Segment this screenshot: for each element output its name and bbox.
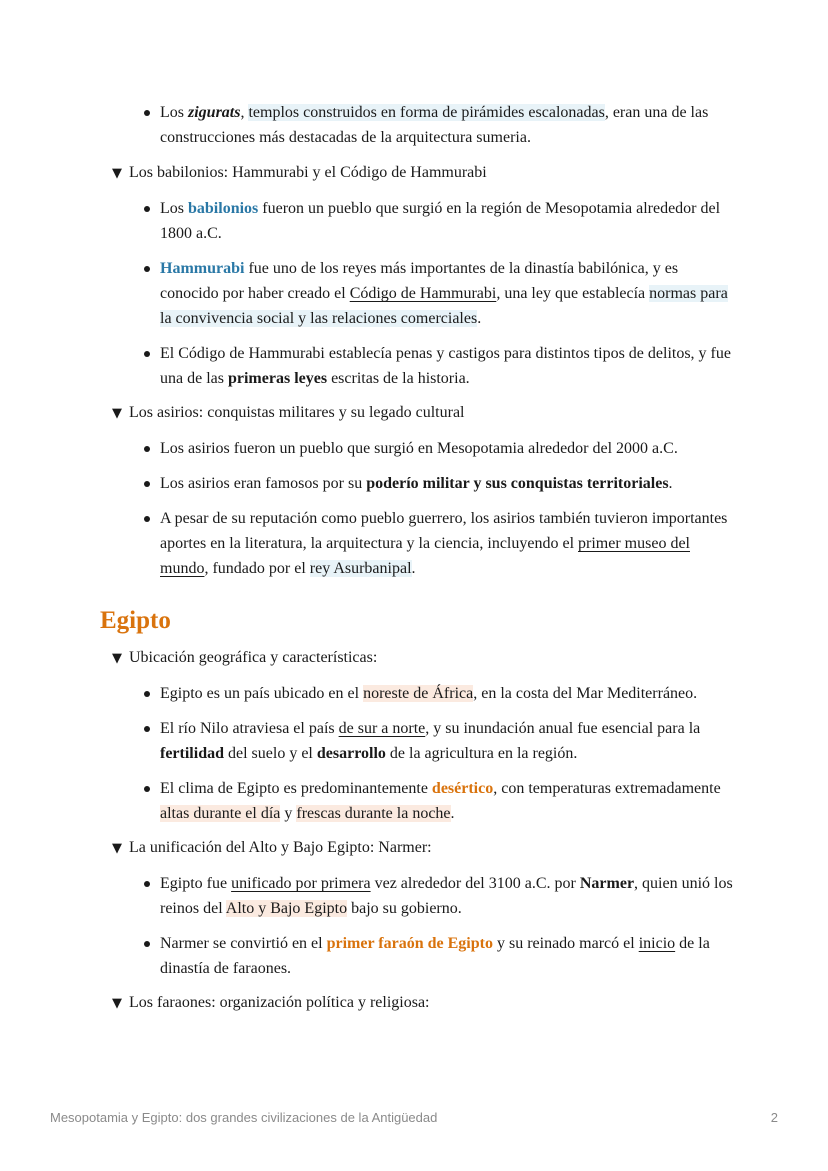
bold-term: Narmer [579,875,635,892]
underlined-term: primer museo del mundo [160,535,690,577]
highlight: frescas durante la noche [296,805,451,822]
triangle-down-icon[interactable]: ▼ [112,996,122,1011]
highlight: rey Asurbanipal [309,560,412,577]
toggle-asirios[interactable] [112,402,465,425]
text: y su reinado marcó el [492,935,639,952]
toggle-label: Los babilonios: Hammurabi y el Código de Hammurabi [129,164,487,181]
text: , en la costa del Mar Mediterráneo. [473,685,698,702]
text: bajo su gobierno. [347,900,462,917]
bold-term: poderío militar y sus conquistas territoriales [366,475,669,492]
bullet-babilonios-2 [160,256,740,331]
bullet-ubicacion-2 [160,716,740,766]
bullet-ubicacion-1 [160,681,740,706]
underlined-term: inicio [638,935,676,952]
bullet-asirios-1 [160,436,740,461]
toggle-unificacion[interactable] [112,837,432,860]
text: , eran una de las construcciones más destacadas de la arquitectura sumeria. [160,104,709,146]
text: escritas de la historia. [327,370,470,387]
triangle-down-icon[interactable]: ▼ [112,841,122,856]
text: del suelo y el [224,745,317,762]
text: . [450,805,455,822]
highlight: templos construidos en forma de pirámides escalonadas [248,104,605,121]
underlined-term: Código de Hammurabi [349,285,497,302]
text: El río Nilo atraviesa el país [160,720,339,737]
bullet-asirios-3 [160,506,740,581]
text: . [477,310,482,327]
toggle-label: La unificación del Alto y Bajo Egipto: Narmer: [129,839,432,856]
toggle-label: Los faraones: organización política y religiosa: [129,994,430,1011]
page-number: 2 [770,1110,778,1125]
text: vez alrededor del 3100 a.C. por [370,875,580,892]
bullet-babilonios-1 [160,196,740,246]
bullet-unificacion-1 [160,871,740,921]
text: Los asirios fueron un pueblo que surgió en Mesopotamia alrededor del 2000 a.C. [160,440,678,457]
text: Narmer se convirtió en el [160,935,327,952]
text: Egipto es un país ubicado en el [160,685,364,702]
text: , fundado por el [204,560,310,577]
highlight: normas para la convivencia social y las relaciones comerciales [160,285,728,327]
text: , una ley que establecía [496,285,650,302]
text: , quien unió los reinos del [160,875,733,917]
toggle-label: Los asirios: conquistas militares y su legado cultural [129,404,465,421]
toggle-babilonios[interactable] [112,162,487,185]
text: Los [160,104,188,121]
text: , [240,104,249,121]
toggle-ubicacion[interactable] [112,647,377,670]
toggle-faraones[interactable] [112,992,430,1015]
highlight: noreste de África [363,685,474,702]
bullet-zigurats [160,100,740,150]
text: fue uno de los reyes más importantes de la dinastía babilónica, y es conocido por haber creado el [160,260,679,302]
text: Egipto fue [160,875,232,892]
text: El Código de Hammurabi establecía penas y castigos para distintos tipos de delitos, y fue una de las [160,345,731,387]
text: Los [160,200,188,217]
text: . [411,560,416,577]
underlined-term: unificado por primera [231,875,371,892]
bold-term: desértico [431,780,494,797]
bullet-babilonios-3 [160,341,740,391]
text: Los asirios eran famosos por su [160,475,367,492]
highlight: altas durante el día [160,805,281,822]
footer-title: Mesopotamia y Egipto: dos grandes civilizaciones de la Antigüedad [50,1110,438,1125]
bold-term: desarrollo [316,745,386,762]
text: . [668,475,673,492]
triangle-down-icon[interactable]: ▼ [112,651,122,666]
highlight: Alto y Bajo Egipto [225,900,348,917]
triangle-down-icon[interactable]: ▼ [112,406,122,421]
bold-term: primer faraón de Egipto [326,935,493,952]
bold-term: zigurats [188,104,241,121]
toggle-label: Ubicación geográfica y características: [129,649,378,666]
bold-term: fertilidad [160,745,224,762]
bullet-unificacion-2 [160,931,740,981]
text: , y su inundación anual fue esencial para la [425,720,701,737]
underlined-term: de sur a norte [338,720,426,737]
bold-term: Hammurabi [160,260,245,277]
triangle-down-icon[interactable]: ▼ [112,166,122,181]
text: , con temperaturas extremadamente [493,780,721,797]
section-heading-egipto: Egipto [100,607,171,634]
text: de la agricultura en la región. [385,745,578,762]
bold-term: babilonios [188,200,259,217]
bullet-asirios-2 [160,471,740,496]
text: y [280,805,297,822]
text: fueron un pueblo que surgió en la región de Mesopotamia alrededor del 1800 a.C. [160,200,721,242]
bullet-ubicacion-3 [160,776,740,826]
text: de la dinastía de faraones. [160,935,710,977]
bold-term: primeras leyes [227,370,328,387]
text: El clima de Egipto es predominantemente [160,780,432,797]
text: A pesar de su reputación como pueblo guerrero, los asirios también tuvieron importantes aportes en la literatura, la arquitectura y la ciencia, incluyendo el [160,510,728,552]
